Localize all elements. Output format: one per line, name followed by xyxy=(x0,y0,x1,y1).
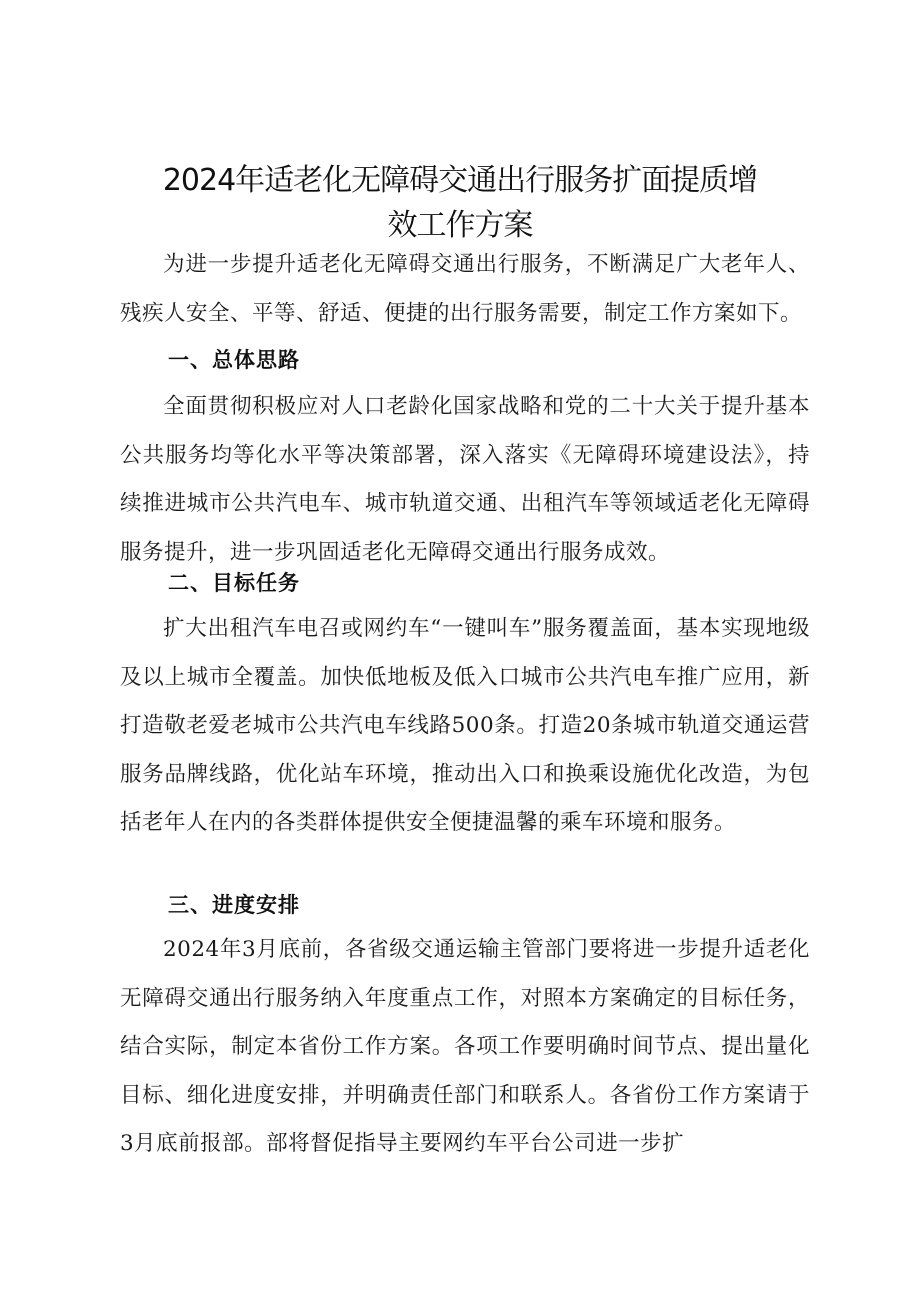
intro-paragraph: 为进一步提升适老化无障碍交通出行服务，不断满足广大老年人、残疾人安全、平等、舒适、便捷的出行服务需要，制定工作方案如下。 xyxy=(120,252,810,326)
document-title-line-2: 效工作方案 xyxy=(387,208,533,243)
document-title-line-1: 2024年适老化无障碍交通出行服务扩面提质增 xyxy=(162,163,758,198)
section-body-overall-approach: 全面贯彻积极应对人口老龄化国家战略和党的二十大关于提升基本公共服务均等化水平等决策部署，深入落实《无障碍环境建设法》，持续推进城市公共汽电车、城市轨道交通、出租汽车等领域适老化无障碍服务提升，进一步巩固适老化无障碍交通出行服务成效。 xyxy=(120,394,810,565)
section-heading-schedule: 三、进度安排 xyxy=(168,893,300,917)
section-body-schedule: 2024年3月底前，各省级交通运输主管部门要将进一步提升适老化无障碍交通出行服务纳入年度重点工作，对照本方案确定的目标任务，结合实际，制定本省份工作方案。各项工作要明确时间节点、提出量化目标、细化进度安排，并明确责任部门和联系人。各省份工作方案请于3月底前报部。部将督促指导主要网约车平台公司进一步扩 xyxy=(120,937,810,1157)
section-heading-goals-tasks: 二、目标任务 xyxy=(168,571,300,595)
section-body-goals-tasks: 扩大出租汽车电召或网约车“一键叫车”服务覆盖面，基本实现地级及以上城市全覆盖。加快低地板及低入口城市公共汽电车推广应用，新打造敬老爱老城市公共汽电车线路500条。打造20条城市轨道交通运营服务品牌线路，优化站车环境，推动出入口和换乘设施优化改造，为包括老年人在内的各类群体提供安全便捷温馨的乘车环境和服务。 xyxy=(120,616,810,836)
section-heading-overall-approach: 一、总体思路 xyxy=(168,348,300,372)
